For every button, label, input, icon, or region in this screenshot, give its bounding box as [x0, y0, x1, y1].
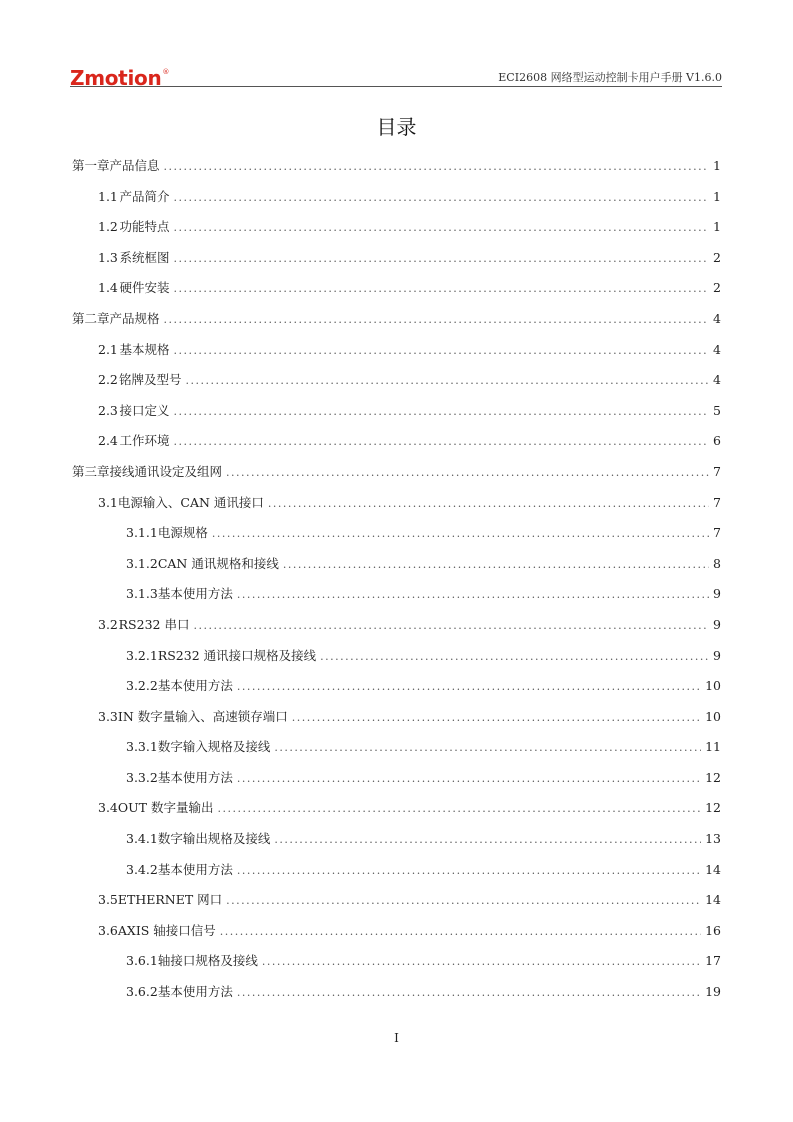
toc-entry-page: 14: [705, 892, 721, 908]
toc-entry-number: 3.6.2: [126, 984, 158, 1000]
toc-entry-title: 工作环境: [119, 433, 170, 449]
toc-entry-number: 第三章: [72, 463, 110, 479]
toc-dot-leader: [226, 886, 701, 917]
toc-entry-page: 7: [713, 463, 721, 479]
toc-entry[interactable]: [72, 212, 721, 243]
toc-entry-number: 第一章: [72, 158, 110, 173]
toc-entry-number: 3.4: [98, 800, 118, 816]
toc-entry-title: 基本使用方法: [157, 586, 233, 602]
toc-dot-leader: [237, 978, 701, 1009]
toc-entry-page: 1: [713, 188, 721, 204]
toc-entry[interactable]: [72, 885, 721, 916]
toc-entry-number: 3.3.1: [126, 739, 158, 755]
toc-entry[interactable]: [72, 732, 721, 763]
toc-entry[interactable]: [72, 855, 721, 886]
toc-entry-number: 3.4.1: [126, 831, 158, 847]
toc-entry-title: 电源规格: [157, 525, 208, 541]
toc-entry-title: 产品信息: [109, 158, 160, 173]
toc-entry-page: 9: [713, 647, 721, 663]
toc-dot-leader: [173, 427, 709, 458]
toc-entry-title: 功能特点: [119, 219, 170, 235]
toc-entry-title: 产品规格: [109, 310, 160, 326]
toc-entry[interactable]: [72, 610, 721, 641]
toc-entry-page: 1: [713, 158, 721, 173]
toc-entry-title: 接线通讯设定及组网: [109, 463, 223, 479]
toc-entry-title: 硬件安装: [119, 280, 170, 296]
toc-entry-page: 4: [713, 341, 721, 357]
toc-entry-title: ETHERNET 网口: [117, 892, 223, 908]
toc-dot-leader: [237, 580, 709, 611]
toc-entry[interactable]: [72, 457, 721, 488]
toc-entry-number: 2.4: [98, 433, 118, 449]
toc-entry-title: IN 数字量输入、高速锁存端口: [117, 708, 288, 724]
toc-entry[interactable]: [72, 151, 721, 182]
toc-entry[interactable]: [72, 426, 721, 457]
toc-dot-leader: [185, 366, 709, 397]
toc-dot-leader: [292, 703, 701, 734]
toc-entry-page: 10: [705, 708, 721, 724]
toc-dot-leader: [173, 397, 709, 428]
toc-entry-number: 3.2.2: [126, 678, 158, 694]
toc-entry-page: 4: [713, 372, 721, 388]
toc-entry-page: 9: [713, 616, 721, 632]
toc-entry-page: 12: [705, 800, 721, 816]
toc-entry-page: 9: [713, 586, 721, 602]
toc-entry[interactable]: [72, 671, 721, 702]
toc-entry-number: 1.3: [98, 249, 118, 265]
toc-dot-leader: [193, 611, 709, 642]
toc-entry-page: 1: [713, 219, 721, 235]
page-number: I: [394, 1031, 399, 1045]
toc-entry-page: 4: [713, 310, 721, 326]
toc-entry-number: 3.3.2: [126, 769, 158, 785]
toc-entry-page: 2: [713, 280, 721, 296]
toc-entry-title: RS232 串口: [118, 616, 190, 632]
toc-entry-page: 7: [713, 494, 721, 510]
toc-entry-page: 14: [705, 861, 721, 877]
toc-dot-leader: [212, 519, 709, 550]
toc-entry-title: 轴接口规格及接线: [157, 953, 258, 969]
toc-entry-page: 17: [705, 953, 721, 969]
toc-dot-leader: [173, 274, 709, 305]
toc-entry-page: 5: [713, 402, 721, 418]
toc-entry-title: AXIS 轴接口信号: [117, 922, 216, 938]
toc-entry[interactable]: [72, 518, 721, 549]
toc-entry-page: 16: [705, 922, 721, 938]
toc-dot-leader: [173, 244, 709, 275]
toc-dot-leader: [274, 825, 701, 856]
toc-entry[interactable]: [72, 304, 721, 335]
toc-dot-leader: [164, 152, 709, 183]
toc-entry[interactable]: [72, 916, 721, 947]
toc-dot-leader: [237, 764, 701, 795]
toc-entry[interactable]: [72, 182, 721, 213]
toc-entry[interactable]: [72, 763, 721, 794]
toc-entry-page: 6: [713, 433, 721, 449]
toc-entry[interactable]: [72, 335, 721, 366]
toc-entry-title: 基本规格: [119, 341, 170, 357]
toc-dot-leader: [283, 550, 709, 581]
toc-entry-page: 13: [705, 831, 721, 847]
toc-dot-leader: [220, 917, 701, 948]
header-divider: [70, 86, 722, 87]
document-title: ECI2608 网络型运动控制卡用户手册 V1.6.0: [498, 71, 722, 84]
toc-entry-number: 1.2: [98, 219, 118, 235]
toc-entry-number: 3.2: [98, 616, 118, 632]
toc-dot-leader: [226, 458, 709, 489]
toc-entry-number: 3.1: [98, 494, 118, 510]
toc-entry-page: 12: [705, 769, 721, 785]
toc-dot-leader: [173, 183, 709, 214]
toc-entry-title: 接口定义: [119, 402, 170, 418]
toc-entry-number: 3.2.1: [126, 647, 158, 663]
toc-entry-number: 3.6.1: [126, 953, 158, 969]
toc-entry-page: 7: [713, 525, 721, 541]
toc-entry[interactable]: [72, 365, 721, 396]
toc-entry[interactable]: [72, 396, 721, 427]
toc-dot-leader: [217, 794, 701, 825]
toc-entry-title: 数字输入规格及接线: [157, 739, 271, 755]
toc-heading: 目录: [376, 115, 417, 139]
toc-entry-title: 基本使用方法: [157, 984, 233, 1000]
toc-entry-page: 11: [705, 739, 721, 755]
toc-entry[interactable]: [72, 243, 721, 274]
toc-entry[interactable]: [72, 549, 721, 580]
toc-entry-title: CAN 通讯规格和接线: [157, 555, 279, 571]
toc-entry-title: 数字输出规格及接线: [157, 831, 271, 847]
toc-entry-title: 铭牌及型号: [118, 372, 182, 388]
toc-entry-title: RS232 通讯接口规格及接线: [157, 647, 317, 663]
registered-mark: ®: [162, 68, 170, 76]
logo-text: Zmotion: [70, 66, 162, 90]
toc-entry-number: 3.6: [98, 922, 118, 938]
toc-entry-number: 1.4: [98, 280, 118, 296]
toc-dot-leader: [173, 213, 709, 244]
toc-entry-title: 基本使用方法: [157, 861, 233, 877]
toc-entry-title: 系统框图: [119, 249, 170, 265]
toc-dot-leader: [237, 672, 701, 703]
toc-entry[interactable]: [72, 977, 721, 1008]
toc-entry-title: 产品简介: [119, 188, 170, 204]
table-of-contents: [72, 151, 721, 1008]
toc-dot-leader: [268, 489, 709, 520]
toc-entry-title: OUT 数字量输出: [117, 800, 214, 816]
toc-entry-title: 基本使用方法: [157, 678, 233, 694]
toc-entry[interactable]: [72, 824, 721, 855]
toc-entry-number: 1.1: [98, 188, 118, 204]
toc-entry[interactable]: [72, 793, 721, 824]
toc-dot-leader: [237, 856, 701, 887]
toc-dot-leader: [164, 305, 709, 336]
toc-entry-title: 电源输入、CAN 通讯接口: [117, 494, 264, 510]
toc-entry-number: 2.2: [98, 372, 118, 388]
toc-entry-number: 3.1.2: [126, 555, 158, 571]
toc-entry[interactable]: [72, 273, 721, 304]
toc-entry-number: 3.3: [98, 708, 118, 724]
toc-entry-number: 2.1: [98, 341, 118, 357]
toc-entry-number: 第二章: [72, 310, 110, 326]
toc-entry[interactable]: [72, 488, 721, 519]
toc-dot-leader: [262, 947, 701, 978]
toc-entry[interactable]: [72, 702, 721, 733]
toc-entry-page: 8: [713, 555, 721, 571]
toc-dot-leader: [173, 336, 709, 367]
toc-entry[interactable]: [72, 641, 721, 672]
toc-dot-leader: [274, 733, 701, 764]
toc-dot-leader: [320, 642, 709, 673]
toc-entry[interactable]: [72, 579, 721, 610]
toc-entry-page: 10: [705, 678, 721, 694]
toc-entry-number: 3.1.3: [126, 586, 158, 602]
toc-entry-number: 3.1.1: [126, 525, 158, 541]
toc-entry-number: 3.5: [98, 892, 118, 908]
toc-entry[interactable]: [72, 946, 721, 977]
toc-entry-title: 基本使用方法: [157, 769, 233, 785]
toc-entry-page: 19: [705, 984, 721, 1000]
toc-entry-page: 2: [713, 249, 721, 265]
toc-entry-number: 3.4.2: [126, 861, 158, 877]
toc-entry-number: 2.3: [98, 402, 118, 418]
